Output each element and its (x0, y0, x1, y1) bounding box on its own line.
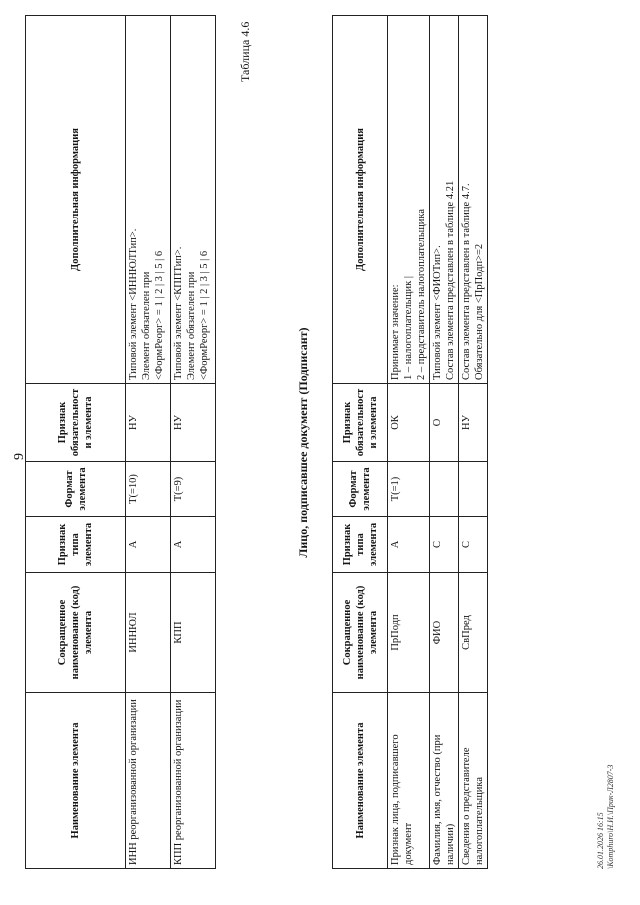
element-info-cell (388, 16, 430, 384)
table-number-label: Таблица 4.6 (238, 21, 252, 82)
element-type-cell: А (388, 517, 430, 573)
header-cell: Формат элемента (26, 462, 126, 517)
header-cell: Наименование элемента (26, 693, 126, 869)
header-cell: Признак типа элемента (26, 517, 126, 573)
element-format-cell: T(=1) (388, 462, 430, 517)
element-obligatory-cell: НУ (126, 384, 171, 462)
info-line: <ФормРеорг> = 1 | 2 | 3 | 5 | 6 (154, 250, 165, 380)
footer-file-path: \Komphuro\Н.И.\Прик-Л2807-3 (606, 764, 615, 869)
table-row (388, 16, 430, 869)
info-line: Состав элемента представлен в таблице 4.7. (461, 183, 472, 380)
table-caption: Лицо, подписавшее документ (Подписант) (296, 327, 310, 558)
info-line: Типовой элемент <ИННЮЛТип>. (128, 228, 139, 380)
table-header-row (26, 16, 126, 869)
element-type-cell: С (430, 517, 459, 573)
info-line: <ФормРеорг> = 1 | 2 | 3 | 5 | 6 (199, 250, 210, 380)
element-info-cell (459, 16, 488, 384)
element-format-cell: T(=9) (171, 462, 216, 517)
header-cell: Наименование элемента (333, 693, 388, 869)
header-cell: Сокращенное наименование (код) элемента (333, 573, 388, 693)
info-line: Элемент обязателен при (186, 271, 197, 380)
element-info-cell (126, 16, 171, 384)
footer-timestamp: 26.01.2026 16:15 (596, 812, 605, 869)
element-format-cell (459, 462, 488, 517)
footer-stamp (596, 765, 616, 869)
element-obligatory-cell: ОК (388, 384, 430, 462)
info-line: 1 – налогоплательщик | (403, 276, 414, 380)
element-obligatory-cell: О (430, 384, 459, 462)
header-cell: Дополнительная информация (26, 16, 126, 384)
info-line: Принимает значение: (390, 284, 401, 380)
header-cell: Формат элемента (333, 462, 388, 517)
table-row (171, 16, 216, 869)
element-obligatory-cell: НУ (459, 384, 488, 462)
element-code-cell: КПП (171, 573, 216, 693)
table-row (430, 16, 459, 869)
element-name-cell: Признак лица, подписавшего документ (388, 693, 430, 869)
element-format-cell: T(=10) (126, 462, 171, 517)
header-cell: Признак типа элемента (333, 517, 388, 573)
element-name-cell: Фамилия, имя, отчество (при наличии) (430, 693, 459, 869)
element-name-cell: Сведения о представителе налогоплательщика (459, 693, 488, 869)
info-line: Типовой элемент <ФИОТип>. (432, 245, 443, 380)
element-name-cell: ИНН реорганизованной организации (126, 693, 171, 869)
element-obligatory-cell: НУ (171, 384, 216, 462)
element-code-cell: ИННЮЛ (126, 573, 171, 693)
info-line: Состав элемента представлен в таблице 4.21 (445, 180, 456, 380)
page-number: 9 (12, 453, 27, 460)
header-cell: Признак обязательности элемента (26, 384, 126, 462)
header-cell: Сокращенное наименование (код) элемента (26, 573, 126, 693)
info-line: Типовой элемент <КППТип>. (173, 246, 184, 380)
element-type-cell: С (459, 517, 488, 573)
element-type-cell: А (171, 517, 216, 573)
element-code-cell: ФИО (430, 573, 459, 693)
info-line: Обязательно для <ПрПодп>=2 (474, 243, 485, 380)
table-signatory (332, 15, 488, 869)
element-code-cell: СвПред (459, 573, 488, 693)
info-line: Элемент обязателен при (141, 271, 152, 380)
element-info-cell (430, 16, 459, 384)
element-code-cell: ПрПодп (388, 573, 430, 693)
table-row (459, 16, 488, 869)
table-row (126, 16, 171, 869)
element-name-cell: КПП реорганизованной организации (171, 693, 216, 869)
element-type-cell: А (126, 517, 171, 573)
table-header-row (333, 16, 388, 869)
header-cell: Признак обязательности элемента (333, 384, 388, 462)
element-info-cell (171, 16, 216, 384)
element-format-cell (430, 462, 459, 517)
info-line: 2 – представитель налогоплательщика (416, 209, 427, 380)
table-continuation (25, 15, 216, 869)
header-cell: Дополнительная информация (333, 16, 388, 384)
